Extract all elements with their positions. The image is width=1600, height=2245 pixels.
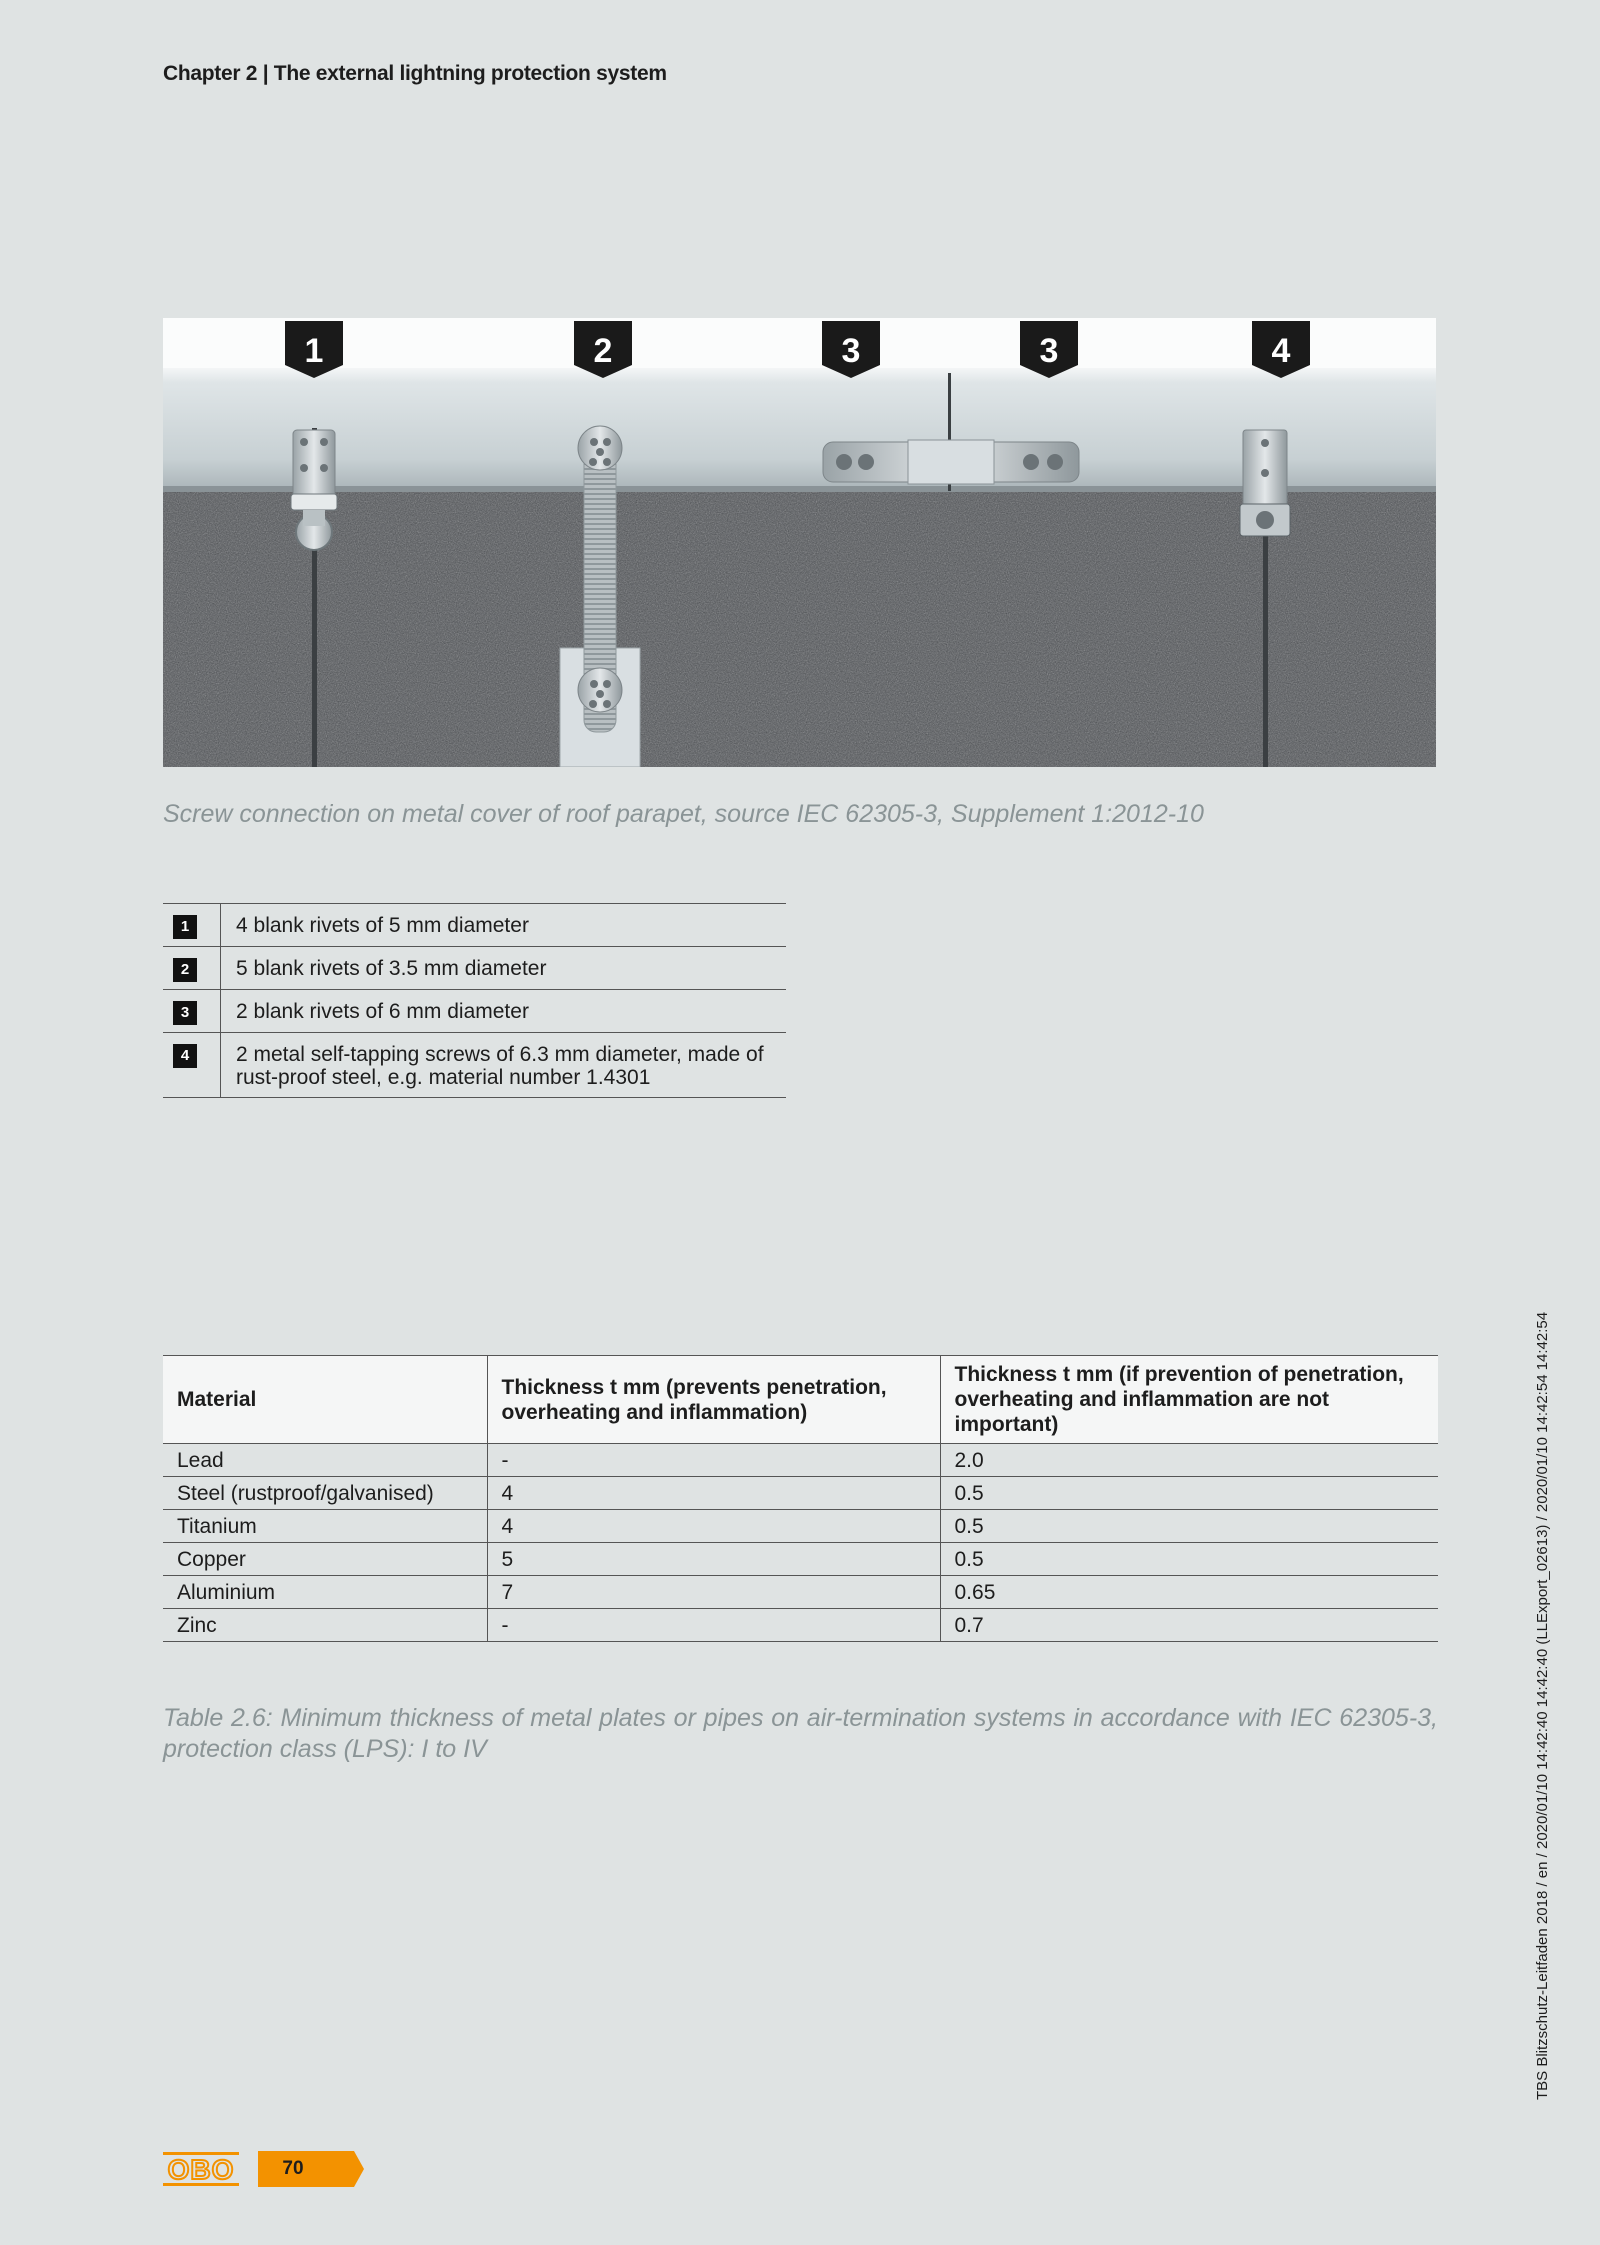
- cell-thickness: 0.5: [940, 1477, 1438, 1510]
- header-thickness-not-important: Thickness t mm (if prevention of penetration, overheating and inflammation are not important): [940, 1356, 1438, 1444]
- svg-text:OBO: OBO: [167, 2154, 235, 2185]
- document-metadata-sidebar: TBS Blitzschutz-Leitfaden 2018 / en / 2020/01/10 14:42:40 14:42:40 (LLExport_02613) / 2020/01/10 14:42:54 14:42:54: [1534, 1311, 1551, 2100]
- cell-material: Aluminium: [163, 1576, 487, 1609]
- table-header-row: [163, 1356, 1438, 1444]
- cell-thickness: 0.5: [940, 1543, 1438, 1576]
- svg-text:3: 3: [1039, 332, 1059, 370]
- svg-text:2: 2: [593, 332, 613, 370]
- cell-thickness: 2.0: [940, 1444, 1438, 1477]
- table-row: [163, 1510, 1438, 1543]
- cell-material: Copper: [163, 1543, 487, 1576]
- cell-material: Titanium: [163, 1510, 487, 1543]
- cell-thickness: 0.7: [940, 1609, 1438, 1642]
- cell-material: Lead: [163, 1444, 487, 1477]
- legend-row: [163, 947, 786, 990]
- legend-row: [163, 990, 786, 1033]
- cell-material: Zinc: [163, 1609, 487, 1642]
- table-row: [163, 1609, 1438, 1642]
- cell-thickness: 0.5: [940, 1510, 1438, 1543]
- legend-text: 2 metal self-tapping screws of 6.3 mm diameter, made of rust-proof steel, e.g. material number 1.4301: [221, 1033, 787, 1098]
- svg-text:3: 3: [841, 332, 861, 370]
- cell-thickness: -: [487, 1444, 940, 1477]
- legend-row: [163, 1033, 786, 1098]
- table-row: [163, 1444, 1438, 1477]
- cell-thickness: 5: [487, 1543, 940, 1576]
- svg-text:4: 4: [1271, 332, 1291, 370]
- legend-row: [163, 904, 786, 947]
- parapet-photo: [163, 318, 1436, 767]
- svg-text:1: 1: [304, 332, 324, 370]
- legend-table: [163, 903, 786, 1098]
- table-caption: Table 2.6: Minimum thickness of metal plates or pipes on air-termination systems in accordance with IEC 62305-3, protection class (LPS): I to IV: [163, 1704, 1438, 1763]
- legend-number: 4: [173, 1044, 197, 1068]
- page-number: 70: [282, 2158, 304, 2179]
- thickness-table: [163, 1355, 1438, 1642]
- legend-number: 2: [173, 958, 197, 982]
- cell-thickness: 4: [487, 1510, 940, 1543]
- table-row: [163, 1576, 1438, 1609]
- legend-number: 3: [173, 1001, 197, 1025]
- figure-caption: Screw connection on metal cover of roof parapet, source IEC 62305-3, Supplement 1:2012-10: [163, 800, 1204, 828]
- obo-logo: [163, 2151, 239, 2187]
- header-material: Material: [163, 1356, 487, 1444]
- cell-material: Steel (rustproof/galvanised): [163, 1477, 487, 1510]
- legend-number: 1: [173, 915, 197, 939]
- cell-thickness: 0.65: [940, 1576, 1438, 1609]
- cell-thickness: -: [487, 1609, 940, 1642]
- header-thickness-prevents: Thickness t mm (prevents penetration, overheating and inflammation): [487, 1356, 940, 1444]
- cell-thickness: 7: [487, 1576, 940, 1609]
- legend-text: 2 blank rivets of 6 mm diameter: [221, 990, 787, 1033]
- legend-text: 5 blank rivets of 3.5 mm diameter: [221, 947, 787, 990]
- table-row: [163, 1543, 1438, 1576]
- table-row: [163, 1477, 1438, 1510]
- legend-text: 4 blank rivets of 5 mm diameter: [221, 904, 787, 947]
- cell-thickness: 4: [487, 1477, 940, 1510]
- chapter-heading: Chapter 2 | The external lightning protection system: [163, 62, 667, 85]
